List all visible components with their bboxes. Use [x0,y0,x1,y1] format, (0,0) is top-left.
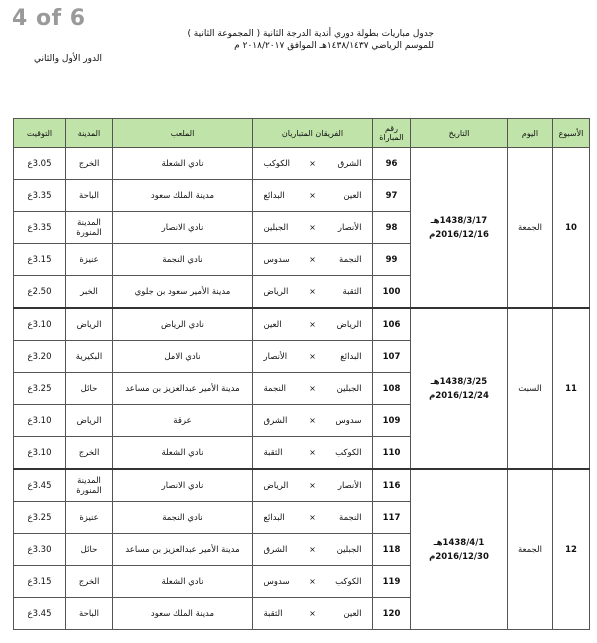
match-time: 3.25ع [14,373,66,405]
match-time: 3.10ع [14,405,66,437]
match-time: 3.10ع [14,308,66,341]
match-number: 110 [373,437,411,470]
match-number: 107 [373,341,411,373]
match-stadium: عرقة [113,405,253,437]
match-teams [253,469,373,502]
match-city: عنيزة [66,244,113,276]
match-teams [253,148,373,180]
match-stadium: نادي الانصار [113,212,253,244]
team-away: الكوكب [263,158,290,169]
match-teams [253,212,373,244]
versus-mark: × [309,544,316,554]
week-number: 11 [553,308,590,469]
date-hijri: 1438/3/25هـ [430,376,488,387]
match-stadium: نادي الشعلة [113,437,253,470]
team-home: الأنصار [337,480,362,491]
table-header-row [14,119,590,148]
header-season: للموسم الرياضي ١٤٣٨/١٤٣٧هـ الموافق ٢٠١٨/٢٠١٧ م [234,41,434,51]
match-stadium: نادي الشعلة [113,566,253,598]
team-away: البدائع [263,512,285,523]
team-home: الجبلين [336,544,362,555]
match-teams [253,437,373,470]
match-number: 120 [373,598,411,630]
team-away: النجمة [263,383,286,394]
match-time: 3.45ع [14,469,66,502]
match-day: الجمعة [508,469,553,630]
versus-mark: × [309,512,316,522]
match-city: الخرج [66,437,113,470]
match-stadium: نادي الانصار [113,469,253,502]
table-row [14,148,590,180]
col-time: التوقيت [14,119,66,148]
versus-mark: × [309,576,316,586]
team-home: الكوكب [335,576,362,587]
team-home: الثقبة [342,286,362,297]
team-home: الأنصار [337,222,362,233]
match-time: 3.15ع [14,566,66,598]
match-city: الباحة [66,180,113,212]
match-time: 3.35ع [14,212,66,244]
team-away: العين [263,319,282,330]
match-time: 3.20ع [14,341,66,373]
team-away: سدوس [263,576,290,587]
match-day: السبت [508,308,553,469]
match-number: 116 [373,469,411,502]
match-time: 3.30ع [14,534,66,566]
team-away: الشرق [263,544,288,555]
col-teams: الفريقان المتباريان [253,119,373,148]
team-away: الأنصار [263,351,288,362]
versus-mark: × [309,608,316,618]
versus-mark: × [309,415,316,425]
match-teams [253,566,373,598]
match-stadium: مدينة الملك سعود [113,598,253,630]
versus-mark: × [309,190,316,200]
versus-mark: × [309,383,316,393]
match-date [411,308,508,469]
match-city: الخبر [66,276,113,309]
team-away: الثقبة [263,447,283,458]
versus-mark: × [309,286,316,296]
match-number: 100 [373,276,411,309]
match-stadium: مدينة الأمير عبدالعزيز بن مساعد [113,534,253,566]
table-row [14,308,590,341]
match-city: الباحة [66,598,113,630]
match-city: البكيرية [66,341,113,373]
team-home: العين [343,190,362,201]
date-gregorian: 2016/12/16م [429,229,489,240]
col-match-no: رقم المباراة [373,119,411,148]
versus-mark: × [309,158,316,168]
date-hijri: 1438/3/17هـ [430,215,488,226]
match-date [411,148,508,309]
match-stadium: مدينة الأمير سعود بن جلوي [113,276,253,309]
match-city: الرياض [66,308,113,341]
team-away: الرياض [263,480,289,491]
match-number: 118 [373,534,411,566]
match-number: 119 [373,566,411,598]
match-city: الرياض [66,405,113,437]
team-home: البدائع [340,351,362,362]
col-stadium: الملعب [113,119,253,148]
team-home: الكوكب [335,447,362,458]
match-time: 3.15ع [14,244,66,276]
match-teams [253,534,373,566]
match-city: حائل [66,534,113,566]
team-away: الجبلين [263,222,289,233]
match-city: الخرج [66,148,113,180]
page-counter: 4 of 6 [12,6,86,31]
match-city: حائل [66,373,113,405]
schedule-body [14,148,590,630]
versus-mark: × [309,254,316,264]
match-date [411,469,508,630]
match-teams [253,502,373,534]
match-stadium: نادي الشعلة [113,148,253,180]
match-stadium: نادي الرياض [113,308,253,341]
team-home: العين [343,608,362,619]
document-header [160,28,434,52]
match-stadium: مدينة الأمير عبدالعزيز بن مساعد [113,373,253,405]
match-time: 2.50ع [14,276,66,309]
team-home: الجبلين [336,383,362,394]
match-number: 99 [373,244,411,276]
match-stadium: نادي النجمة [113,502,253,534]
match-teams [253,180,373,212]
match-time: 3.25ع [14,502,66,534]
match-city: المدينة المنورة [66,212,113,244]
team-away: الرياض [263,286,289,297]
team-away: البدائع [263,190,285,201]
week-number: 10 [553,148,590,309]
match-time: 3.10ع [14,437,66,470]
match-stadium: مدينة الملك سعود [113,180,253,212]
match-teams [253,373,373,405]
match-number: 117 [373,502,411,534]
team-home: الرياض [336,319,362,330]
round-label: الدور الأول والثاني [34,54,102,64]
match-time: 3.35ع [14,180,66,212]
team-home: الشرق [337,158,362,169]
team-away: سدوس [263,254,290,265]
col-city: المدينة [66,119,113,148]
team-home: النجمة [339,512,362,523]
versus-mark: × [309,222,316,232]
team-away: الثقبة [263,608,283,619]
team-home: النجمة [339,254,362,265]
match-city: عنيزة [66,502,113,534]
match-city: الخرج [66,566,113,598]
versus-mark: × [309,319,316,329]
col-date: التاريخ [411,119,508,148]
match-time: 3.45ع [14,598,66,630]
match-teams [253,405,373,437]
versus-mark: × [309,480,316,490]
match-teams [253,308,373,341]
date-hijri: 1438/4/1هـ [433,537,485,548]
match-city: المدينة المنورة [66,469,113,502]
versus-mark: × [309,447,316,457]
match-teams [253,244,373,276]
team-home: سدوس [335,415,362,426]
versus-mark: × [309,351,316,361]
match-teams [253,276,373,309]
table-row [14,469,590,502]
match-teams [253,598,373,630]
match-day: الجمعة [508,148,553,309]
date-gregorian: 2016/12/24م [429,390,489,401]
match-stadium: نادي النجمة [113,244,253,276]
match-number: 109 [373,405,411,437]
match-number: 98 [373,212,411,244]
match-time: 3.05ع [14,148,66,180]
schedule-table [13,118,590,630]
date-gregorian: 2016/12/30م [429,551,489,562]
team-away: الشرق [263,415,288,426]
week-number: 12 [553,469,590,630]
match-number: 96 [373,148,411,180]
header-title: جدول مباريات بطولة دوري أندية الدرجة الثانية ( المجموعة الثانية ) [187,29,434,39]
col-week: الأسبوع [553,119,590,148]
match-teams [253,341,373,373]
match-stadium: نادي الامل [113,341,253,373]
col-day: اليوم [508,119,553,148]
match-number: 106 [373,308,411,341]
match-number: 108 [373,373,411,405]
match-number: 97 [373,180,411,212]
